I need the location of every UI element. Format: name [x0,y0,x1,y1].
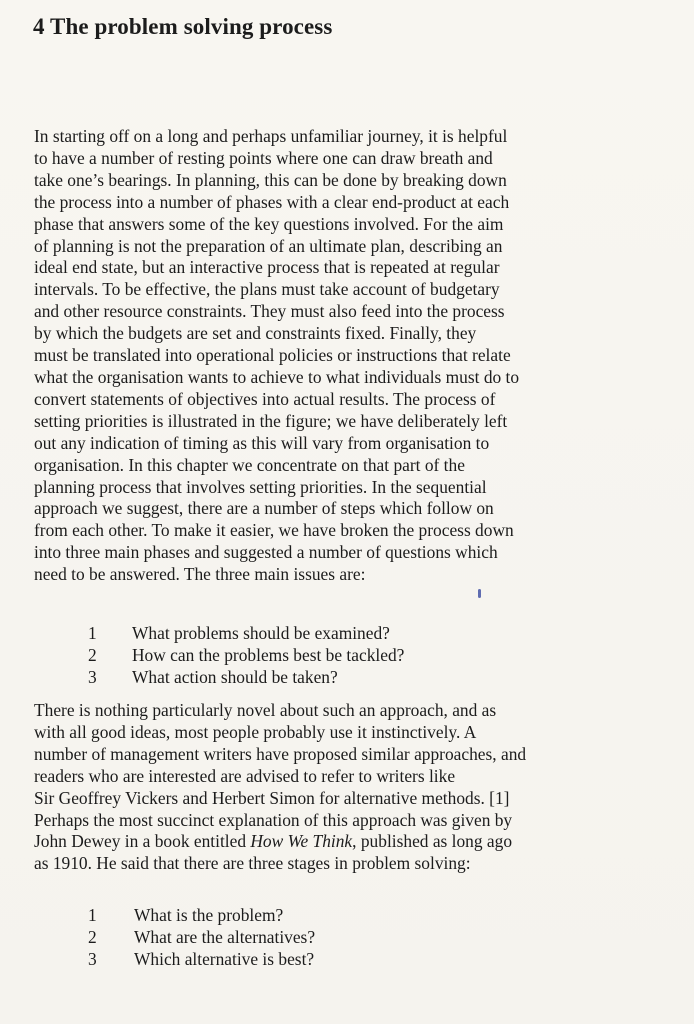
main-issues-list [88,623,404,689]
list-item-text: How can the problems best be tackled? [132,644,405,665]
list-item-number: 2 [88,644,97,665]
dewey-stages-list [88,905,315,971]
text-line: There is nothing particularly novel about such an approach, and as [34,700,497,720]
chapter-heading: 4 The problem solving process [33,14,333,39]
text-line: John Dewey in a book entitled How We Think, published as long ago [34,831,513,852]
text-line: by which the budgets are set and constraints fixed. Finally, they [34,323,477,344]
paragraph-dewey [34,700,674,875]
list-item-number: 1 [88,623,97,643]
ink-mark [478,589,481,598]
list-item-text: What are the alternatives? [134,926,316,947]
list-item [88,927,315,949]
list-item-text: What problems should be examined? [132,623,390,643]
text-line: and other resource constraints. They must also feed into the process [34,301,505,322]
text-line: to have a number of resting points where one can draw breath and [34,147,493,168]
list-item-text: What action should be taken? [132,666,338,687]
list-item-number: 2 [88,926,97,947]
text-line: must be translated into operational policies or instructions that relate [34,345,511,366]
paragraph-intro [34,126,674,586]
text-line: convert statements of objectives into actual results. The process of [34,388,496,409]
text-line: In starting off on a long and perhaps unfamiliar journey, it is helpful [34,126,508,146]
list-item [88,623,404,645]
text-line: organisation. In this chapter we concentrate on that part of the [34,454,465,475]
text-line: approach we suggest, there are a number of steps which follow on [34,498,494,519]
text-line: what the organisation wants to achieve to what individuals must do to [34,366,520,387]
text-line: intervals. To be effective, the plans must take account of budgetary [34,279,500,300]
text-line: out any indication of timing as this will vary from organisation to [34,432,490,453]
list-item [88,667,404,689]
text-line: phase that answers some of the key questions involved. For the aim [34,213,504,234]
text-line: readers who are interested are advised to refer to writers like [34,765,456,786]
text-line: the process into a number of phases with a clear end-product at each [34,191,510,212]
text-line: from each other. To make it easier, we have broken the process down [34,520,514,541]
text-line: as 1910. He said that there are three stages in problem solving: [34,853,471,874]
text-line: with all good ideas, most people probably use it instinctively. A [34,721,477,742]
list-item-number: 1 [88,905,97,925]
list-item-text: Which alternative is best? [134,948,315,969]
text-line: into three main phases and suggested a number of questions which [34,542,498,563]
text-line: number of management writers have proposed similar approaches, and [34,743,527,764]
text-line: need to be answered. The three main issues are: [34,564,366,585]
list-item [88,905,315,927]
list-item [88,949,315,971]
list-item-text: What is the problem? [134,905,284,925]
text-line: setting priorities is illustrated in the figure; we have deliberately left [34,410,508,431]
text-line: planning process that involves setting priorities. In the sequential [34,476,487,497]
text-line: Sir Geoffrey Vickers and Herbert Simon for alternative methods. [1] [34,787,510,808]
text-line: ideal end state, but an interactive process that is repeated at regular [34,257,500,278]
text-line: of planning is not the preparation of an ultimate plan, describing an [34,235,503,256]
list-item [88,645,404,667]
text-line: Perhaps the most succinct explanation of this approach was given by [34,809,513,830]
list-item-number: 3 [88,948,97,969]
list-item-number: 3 [88,666,97,687]
book-title: How We Think [250,831,353,852]
text-line: take one’s bearings. In planning, this can be done by breaking down [34,169,507,190]
